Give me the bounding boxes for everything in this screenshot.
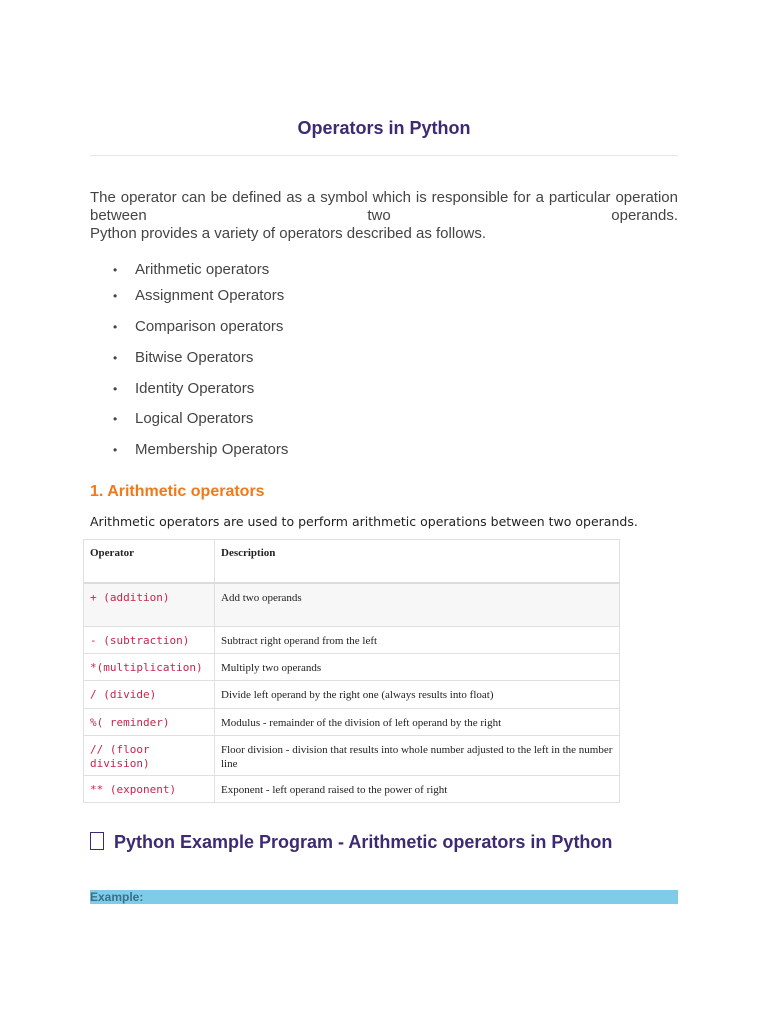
column-header-description: Description	[215, 540, 620, 583]
table-row	[84, 776, 620, 803]
description-cell: Multiply two operands	[215, 654, 620, 681]
bullet-icon: •	[113, 320, 118, 334]
page-title: Operators in Python	[297, 118, 471, 138]
list-item-label: Logical Operators	[135, 410, 254, 427]
arithmetic-heading: 1. Arithmetic operators	[90, 483, 265, 500]
list-item-label: Comparison operators	[135, 318, 284, 335]
bullet-icon: •	[113, 443, 118, 457]
description-cell: Add two operands	[215, 583, 620, 627]
list-item-label: Assignment Operators	[135, 287, 285, 304]
bullet-icon: •	[113, 351, 118, 365]
intro-line-2: Python provides a variety of operators described as follows.	[90, 225, 487, 242]
bullet-icon: •	[113, 263, 118, 277]
operator-cell: // (floor division)	[84, 736, 215, 776]
table-row	[84, 583, 620, 627]
table-header-row	[84, 540, 620, 583]
table-row	[84, 627, 620, 654]
bullet-icon: •	[113, 412, 118, 426]
description-cell: Modulus - remainder of the division of left operand by the right	[215, 709, 620, 736]
list-item-label: Identity Operators	[135, 380, 255, 397]
example-program-heading	[90, 832, 612, 853]
list-item-label: Membership Operators	[135, 441, 289, 458]
box-icon	[90, 832, 104, 850]
table-row	[84, 654, 620, 681]
intro-paragraph	[90, 189, 678, 243]
operator-cell: %( reminder)	[84, 709, 215, 736]
list-item-label: Arithmetic operators	[135, 261, 270, 278]
bullet-icon: •	[113, 382, 118, 396]
operator-cell: *(multiplication)	[84, 654, 215, 681]
description-cell: Subtract right operand from the left	[215, 627, 620, 654]
column-header-operator: Operator	[84, 540, 215, 583]
table-row	[84, 709, 620, 736]
operator-cell: - (subtraction)	[84, 627, 215, 654]
operator-cell: ** (exponent)	[84, 776, 215, 803]
description-cell: Divide left operand by the right one (always results into float)	[215, 681, 620, 709]
operator-cell: + (addition)	[84, 583, 215, 627]
bullet-icon: •	[113, 289, 118, 303]
table-row	[84, 681, 620, 709]
arithmetic-operators-table	[83, 539, 620, 803]
description-cell: Exponent - left operand raised to the power of right	[215, 776, 620, 803]
example-program-heading-text: Python Example Program - Arithmetic operators in Python	[114, 832, 613, 852]
arithmetic-description: Arithmetic operators are used to perform arithmetic operations between two operands.	[90, 514, 638, 529]
title-divider	[90, 155, 678, 156]
example-label-bar: Example:	[90, 890, 678, 904]
intro-line-1: The operator can be defined as a symbol which is responsible for a particular operation between two operands.	[90, 189, 678, 224]
table-row	[84, 736, 620, 776]
operator-cell: / (divide)	[84, 681, 215, 709]
description-cell: Floor division - division that results into whole number adjusted to the left in the number line	[215, 736, 620, 776]
list-item-label: Bitwise Operators	[135, 349, 254, 366]
